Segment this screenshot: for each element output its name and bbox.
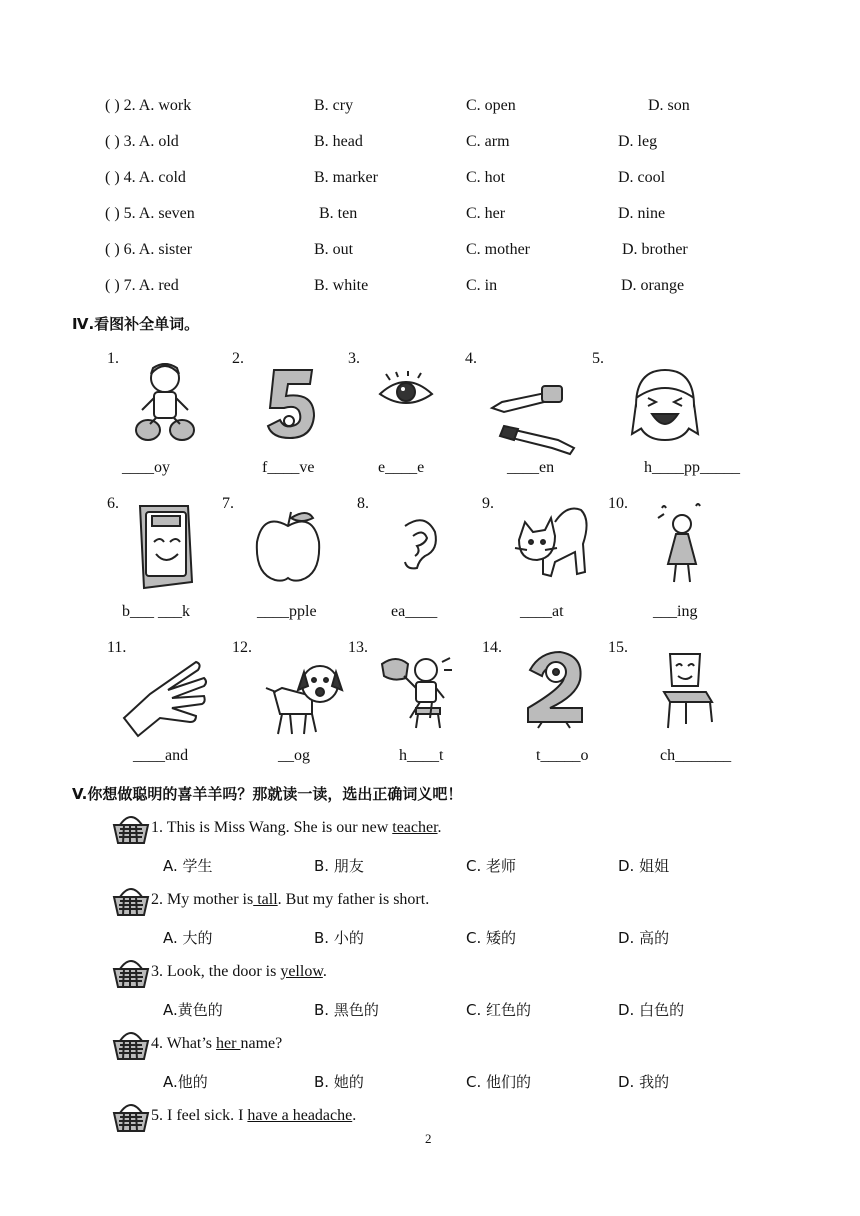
- answer-option[interactable]: A. 大的: [163, 929, 213, 947]
- question-num: 2: [123, 97, 132, 114]
- boy-icon: [130, 358, 200, 448]
- underlined-word: have a headache: [247, 1107, 353, 1124]
- word-blank: ____at: [520, 603, 564, 620]
- option-b: B. head: [314, 133, 363, 150]
- underlined-word: tall: [253, 891, 278, 908]
- question-num: 3: [123, 133, 132, 150]
- item-number: 4.: [465, 350, 477, 367]
- option-a: A. red: [138, 277, 179, 294]
- question-number: ( ) 7. A. red: [105, 277, 179, 294]
- answer-bracket[interactable]: ( ): [105, 277, 120, 294]
- option-c: C. hot: [466, 169, 506, 186]
- number-five-icon: [262, 366, 322, 441]
- sentence-post: . But my father is short.: [277, 891, 430, 908]
- underlined-word: yellow: [280, 963, 323, 980]
- option-c: C. arm: [466, 133, 510, 150]
- item-number: 5.: [592, 350, 604, 367]
- word-blank: ____en: [507, 459, 555, 476]
- word-blank: ch_______: [660, 747, 732, 764]
- word-blank: h____pp_____: [644, 459, 740, 476]
- apple-icon: [253, 508, 323, 584]
- question-num: 5: [123, 205, 132, 222]
- singing-girl-icon: [656, 500, 708, 588]
- question-sentence: [151, 963, 327, 981]
- sentence-pre: 2. My mother is: [151, 891, 254, 908]
- eye-icon: [376, 372, 436, 412]
- answer-bracket[interactable]: ( ): [105, 205, 120, 222]
- answer-option[interactable]: C. 红色的: [466, 1001, 532, 1019]
- word-blank: ____and: [133, 747, 189, 764]
- option-d: D. son: [648, 97, 690, 114]
- sentence-pre: 1. This is Miss Wang. She is our new: [151, 819, 393, 836]
- word-blank: ____pple: [257, 603, 317, 620]
- answer-bracket[interactable]: ( ): [105, 241, 120, 258]
- question-num: 4: [123, 169, 132, 186]
- answer-option[interactable]: D. 姐姐: [618, 857, 670, 875]
- section-4-heading: Ⅳ.看图补全单词。: [72, 315, 200, 333]
- option-b: B. ten: [319, 205, 358, 222]
- word-blank: b___ ___k: [122, 603, 190, 620]
- option-a: A. sister: [138, 241, 193, 258]
- cat-icon: [515, 502, 591, 580]
- ear-icon: [395, 516, 441, 572]
- item-number: 6.: [107, 495, 119, 512]
- question-sentence: [151, 819, 442, 837]
- option-c: C. in: [466, 277, 498, 294]
- word-blank: ___ing: [653, 603, 698, 620]
- basket-icon: [112, 813, 150, 852]
- answer-bracket[interactable]: ( ): [105, 169, 120, 186]
- item-number: 14.: [482, 639, 502, 656]
- basket-icon: [112, 1029, 150, 1068]
- answer-bracket[interactable]: ( ): [105, 133, 120, 150]
- question-number: ( ) 3. A. old: [105, 133, 179, 150]
- pen-icon: [488, 378, 578, 456]
- answer-option[interactable]: B. 小的: [314, 929, 364, 947]
- option-d: D. nine: [618, 205, 666, 222]
- word-blank: e____e: [378, 459, 425, 476]
- option-c: C. open: [466, 97, 516, 114]
- answer-option[interactable]: D. 高的: [618, 929, 670, 947]
- question-num: 7: [123, 277, 132, 294]
- basket-icon: [112, 1101, 150, 1140]
- answer-option[interactable]: A.黄色的: [163, 1001, 223, 1019]
- answer-option[interactable]: B. 黑色的: [314, 1001, 379, 1019]
- book-icon: [136, 502, 196, 592]
- answer-option[interactable]: C. 老师: [466, 857, 517, 875]
- sentence-pre: 5. I feel sick. I: [151, 1107, 248, 1124]
- option-b: B. cry: [314, 97, 354, 114]
- option-d: D. leg: [618, 133, 658, 150]
- answer-option[interactable]: C. 矮的: [466, 929, 517, 947]
- option-a: A. old: [138, 133, 179, 150]
- option-a: A. cold: [138, 169, 186, 186]
- question-num: 6: [123, 241, 132, 258]
- item-number: 7.: [222, 495, 234, 512]
- basket-icon: [112, 885, 150, 924]
- option-d: D. brother: [622, 241, 688, 258]
- question-sentence: [151, 1035, 282, 1053]
- word-blank: __og: [278, 747, 310, 764]
- option-b: B. marker: [314, 169, 378, 186]
- number-two-icon: [522, 652, 590, 728]
- basket-icon: [112, 957, 150, 996]
- question-number: ( ) 4. A. cold: [105, 169, 186, 186]
- item-number: 13.: [348, 639, 368, 656]
- item-number: 3.: [348, 350, 360, 367]
- sentence-post: .: [322, 963, 327, 980]
- answer-option[interactable]: A. 学生: [163, 857, 213, 875]
- page-number: 2: [425, 1131, 432, 1146]
- hot-boy-icon: [380, 652, 460, 732]
- underlined-word: her: [216, 1035, 241, 1052]
- answer-option[interactable]: A.他的: [163, 1073, 208, 1091]
- answer-option[interactable]: B. 朋友: [314, 857, 364, 875]
- answer-option[interactable]: D. 我的: [618, 1073, 670, 1091]
- question-sentence: [151, 891, 429, 909]
- word-blank: t_____o: [536, 747, 589, 764]
- word-blank: ____oy: [122, 459, 170, 476]
- question-sentence: [151, 1107, 356, 1125]
- sentence-pre: 3. Look, the door is: [151, 963, 281, 980]
- word-blank: h____t: [399, 747, 444, 764]
- item-number: 10.: [608, 495, 628, 512]
- option-c: C. mother: [466, 241, 530, 258]
- answer-option[interactable]: B. 她的: [314, 1073, 364, 1091]
- word-blank: f____ve: [262, 459, 315, 476]
- item-number: 9.: [482, 495, 494, 512]
- answer-bracket[interactable]: ( ): [105, 97, 120, 114]
- happy-face-icon: [628, 368, 702, 450]
- option-b: B. white: [314, 277, 369, 294]
- option-d: D. orange: [621, 277, 685, 294]
- item-number: 15.: [608, 639, 628, 656]
- sentence-post: .: [437, 819, 442, 836]
- item-number: 8.: [357, 495, 369, 512]
- item-number: 1.: [107, 350, 119, 367]
- option-a: A. seven: [138, 205, 195, 222]
- chair-icon: [656, 652, 716, 732]
- option-a: A. work: [138, 97, 192, 114]
- sentence-post: .: [352, 1107, 357, 1124]
- question-number: ( ) 5. A. seven: [105, 205, 195, 222]
- item-number: 2.: [232, 350, 244, 367]
- item-number: 11.: [107, 639, 127, 656]
- option-d: D. cool: [618, 169, 666, 186]
- sentence-pre: 4. What’s: [151, 1035, 217, 1052]
- sentence-post: name?: [240, 1035, 283, 1052]
- dog-icon: [266, 662, 344, 738]
- question-number: ( ) 2. A. work: [105, 97, 192, 114]
- section-5-heading: V.你想做聪明的喜羊羊吗？那就读一读，选出正确词义吧！: [72, 785, 463, 803]
- underlined-word: teacher: [392, 819, 438, 836]
- hand-icon: [120, 656, 210, 738]
- option-c: C. her: [466, 205, 506, 222]
- option-b: B. out: [314, 241, 354, 258]
- item-number: 12.: [232, 639, 252, 656]
- question-number: ( ) 6. A. sister: [105, 241, 193, 258]
- word-blank: ea____: [391, 603, 438, 620]
- answer-option[interactable]: D. 白色的: [618, 1001, 685, 1019]
- answer-option[interactable]: C. 他们的: [466, 1073, 532, 1091]
